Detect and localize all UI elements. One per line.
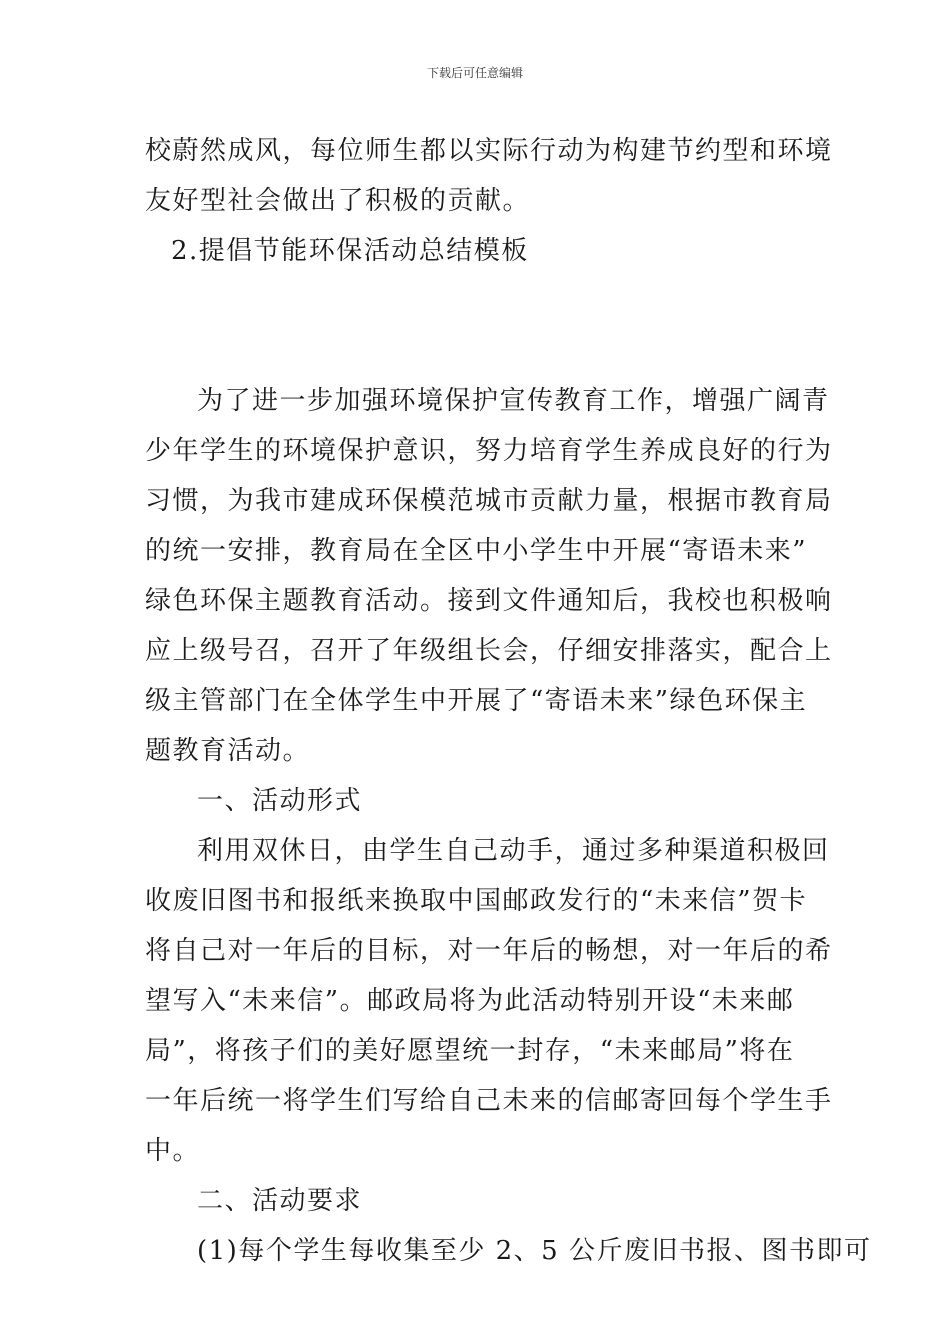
text-line: 习惯，为我市建成环保模范城市贡献力量，根据市教育局 xyxy=(145,486,833,516)
text-line: 中。 xyxy=(145,1136,201,1166)
text-line: 少年学生的环境保护意识，努力培育学生养成良好的行为 xyxy=(145,436,833,466)
heading-activity-requirements: 二、活动要求 xyxy=(197,1186,363,1216)
text-line: 的统一安排，教育局在全区中小学生中开展“寄语未来” xyxy=(145,536,808,566)
text-line: 望写入“未来信”。邮政局将为此活动特别开设“未来邮 xyxy=(145,986,795,1016)
text-line: 一年后统一将学生们写给自己未来的信邮寄回每个学生手 xyxy=(145,1086,833,1116)
text-line: 级主管部门在全体学生中开展了“寄语未来”绿色环保主 xyxy=(145,686,808,716)
text-line: 校蔚然成风，每位师生都以实际行动为构建节约型和环境 xyxy=(145,136,833,166)
text-line: 收废旧图书和报纸来换取中国邮政发行的“未来信”贺卡 xyxy=(145,886,808,916)
text-line: 为了进一步加强环境保护宣传教育工作，增强广阔青 xyxy=(197,386,830,416)
section-title: 2.提倡节能环保活动总结模板 xyxy=(171,236,529,266)
text-line: 题教育活动。 xyxy=(145,736,311,766)
text-line: 绿色环保主题教育活动。接到文件通知后，我校也积极响 xyxy=(145,586,833,616)
text-line: 局”，将孩子们的美好愿望统一封存，“未来邮局”将在 xyxy=(145,1036,795,1066)
document-body xyxy=(145,126,872,1276)
text-line: 将自己对一年后的目标，对一年后的畅想，对一年后的希 xyxy=(145,936,833,966)
text-line: 利用双休日，由学生自己动手，通过多种渠道积极回 xyxy=(197,836,830,866)
blank-gap xyxy=(145,276,815,376)
text-line: 友好型社会做出了积极的贡献。 xyxy=(145,186,531,216)
page-header: 下载后可任意编辑 xyxy=(426,66,523,80)
text-line: 应上级号召，召开了年级组长会，仔细安排落实，配合上 xyxy=(145,636,833,666)
heading-activity-form: 一、活动形式 xyxy=(197,786,363,816)
list-item: (1)每个学生每收集至少 2、5 公斤废旧书报、图书即可 xyxy=(197,1236,872,1266)
